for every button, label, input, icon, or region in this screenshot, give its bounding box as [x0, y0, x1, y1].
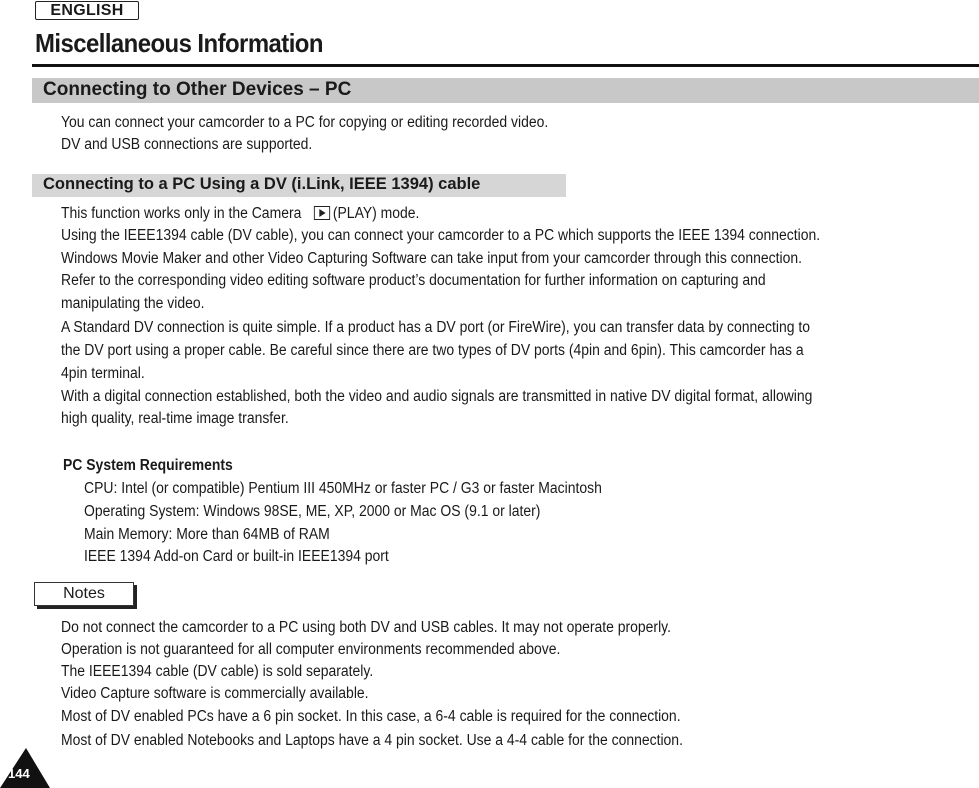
intro-line: You can connect your camcorder to a PC for copying or editing recorded video.: [61, 114, 549, 131]
body-line: Refer to the corresponding video editing software product’s documentation for further information on capturing and: [61, 272, 766, 289]
notes-label: Notes: [34, 582, 134, 606]
body-line: the DV port using a proper cable. Be careful since there are two types of DV ports (4pin and 6pin). This camcorder has a: [61, 342, 804, 359]
requirements-heading: PC System Requirements: [63, 457, 233, 474]
body-line: Windows Movie Maker and other Video Capturing Software can take input from your camcorder through this connection.: [61, 250, 803, 267]
intro-line: DV and USB connections are supported.: [61, 136, 313, 153]
body-line: 4pin terminal.: [61, 365, 145, 382]
body-line: A Standard DV connection is quite simple. If a product has a DV port (or FireWire), you can transfer data by connecting to: [61, 319, 811, 336]
title-rule: [32, 64, 979, 67]
page-number-badge: [0, 738, 50, 788]
note-item: Most of DV enabled PCs have a 6 pin socket. In this case, a 6-4 cable is required for the connection.: [61, 708, 681, 725]
mode-line: [61, 204, 419, 224]
body-line: high quality, real-time image transfer.: [61, 410, 289, 427]
mode-prefix: This function works only in the Camera: [61, 205, 302, 222]
page-title: Miscellaneous Information: [35, 28, 323, 58]
section-header: [32, 78, 979, 103]
note-item: Most of DV enabled Notebooks and Laptops have a 4 pin socket. Use a 4-4 cable for the connection.: [61, 732, 683, 749]
requirement-item: IEEE 1394 Add-on Card or built-in IEEE1394 port: [84, 548, 389, 565]
subsection-title: Connecting to a PC Using a DV (i.Link, IEEE 1394) cable: [43, 175, 481, 193]
play-icon: [314, 206, 330, 220]
note-item: Operation is not guaranteed for all computer environments recommended above.: [61, 641, 561, 658]
body-line: Using the IEEE1394 cable (DV cable), you can connect your camcorder to a PC which supports the IEEE 1394 connection.: [61, 227, 821, 244]
requirement-item: CPU: Intel (or compatible) Pentium III 450MHz or faster PC / G3 or faster Macintosh: [84, 480, 602, 497]
body-line: With a digital connection established, both the video and audio signals are transmitted in native DV digital format, allowing: [61, 388, 813, 405]
body-line: manipulating the video.: [61, 295, 205, 312]
section-title: Connecting to Other Devices – PC: [43, 79, 352, 100]
subsection-header: [32, 174, 566, 197]
note-item: Do not connect the camcorder to a PC using both DV and USB cables. It may not operate properly.: [61, 619, 672, 636]
page-number: 144: [8, 766, 30, 781]
requirement-item: Main Memory: More than 64MB of RAM: [84, 526, 330, 543]
language-badge: ENGLISH: [35, 1, 139, 20]
requirement-item: Operating System: Windows 98SE, ME, XP, 2000 or Mac OS (9.1 or later): [84, 503, 541, 520]
note-item: The IEEE1394 cable (DV cable) is sold separately.: [61, 663, 374, 680]
mode-suffix: (PLAY) mode.: [332, 205, 420, 222]
note-item: Video Capture software is commercially available.: [61, 685, 369, 702]
